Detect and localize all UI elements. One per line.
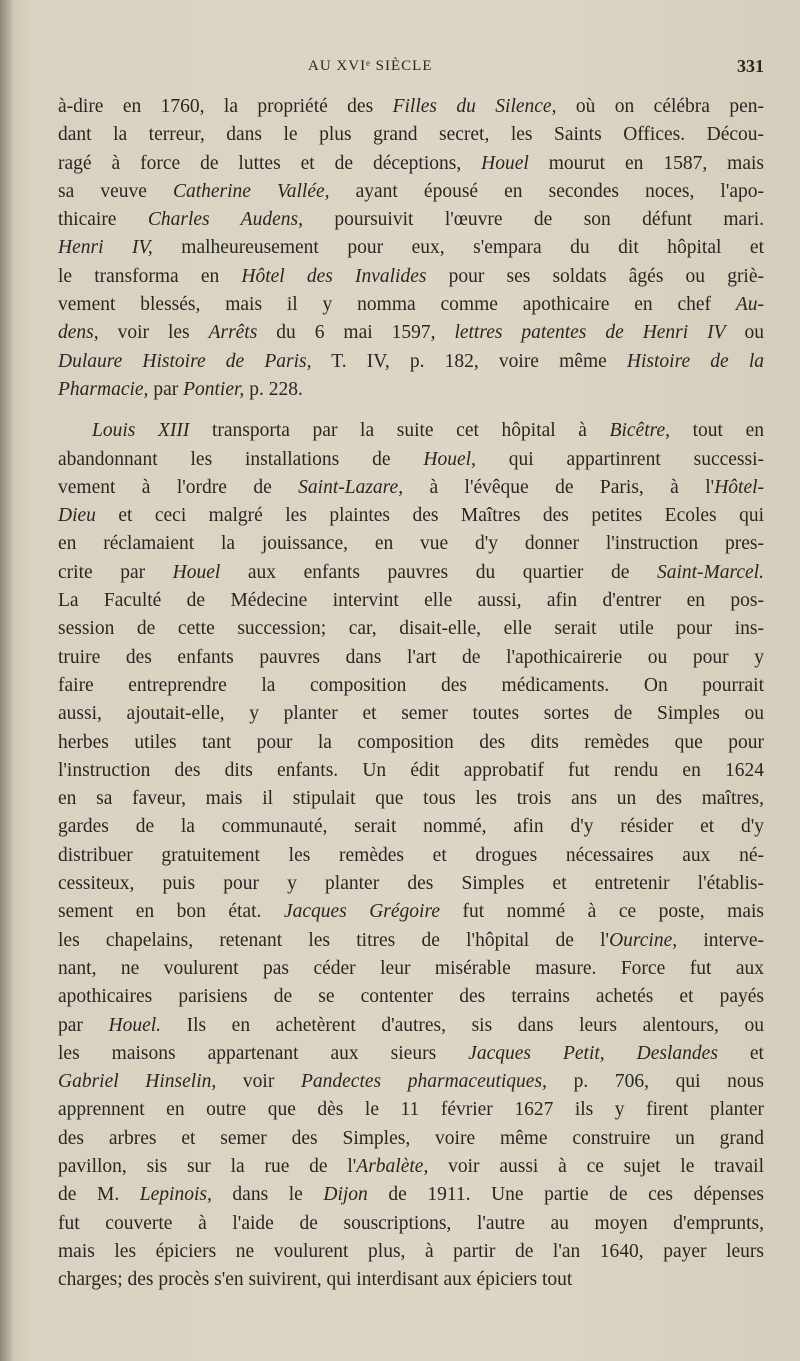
text-line: par Houel. Ils en achetèrent d'autres, sis dans leurs alentours, ou <box>58 1014 764 1036</box>
text-line: l'instruction des dits enfants. Un édit approbatif fut rendu en 1624 <box>58 759 764 781</box>
paragraph <box>58 93 764 404</box>
text-line: des arbres et semer des Simples, voire même construire un grand <box>58 1127 764 1149</box>
text-line: apothicaires parisiens de se contenter des terrains achetés et payés <box>58 986 764 1008</box>
text-line: thicaire Charles Audens, poursuivit l'œuvre de son défunt mari. <box>58 209 764 231</box>
text-line: Pharmacie, par Pontier, p. 228. <box>58 378 303 400</box>
text-line: cessiteux, puis pour y planter des Simples et entretenir l'établis- <box>58 873 764 895</box>
text-line: sa veuve Catherine Vallée, ayant épousé en secondes noces, l'apo- <box>58 180 765 202</box>
text-line: en réclamaient la jouissance, en vue d'y donner l'instruction pres- <box>58 533 764 555</box>
text-line: gardes de la communauté, serait nommé, afin d'y résider et d'y <box>58 816 764 838</box>
text-line: Gabriel Hinselin, voir Pandectes pharmaceutiques, p. 706, qui nous <box>58 1071 764 1093</box>
text-line: Dieu et ceci malgré les plaintes des Maîtres des petites Ecoles qui <box>58 505 764 527</box>
text-line: dant la terreur, dans le plus grand secret, les Saints Offices. Décou- <box>58 124 764 146</box>
text-line: vement blessés, mais il y nomma comme apothicaire en chef Au- <box>58 294 764 316</box>
text-line: Louis XIII transporta par la suite cet hôpital à Bicêtre, tout en <box>92 420 764 442</box>
text-line: pavillon, sis sur la rue de l'Arbalète, voir aussi à ce sujet le travail <box>58 1155 764 1177</box>
paragraph <box>58 417 764 1294</box>
text-line: en sa faveur, mais il stipulait que tous les trois ans un des maîtres, <box>58 788 764 810</box>
text-line: nant, ne voulurent pas céder leur misérable masure. Force fut aux <box>58 957 764 979</box>
text-line: de M. Lepinois, dans le Dijon de 1911. Une partie de ces dépenses <box>58 1184 764 1206</box>
text-line: apprennent en outre que dès le 11 février 1627 ils y firent planter <box>58 1099 764 1121</box>
text-line: les maisons appartenant aux sieurs Jacques Petit, Deslandes et <box>58 1042 764 1064</box>
page-number: 331 <box>737 56 764 76</box>
text-line: distribuer gratuitement les remèdes et drogues nécessaires aux né- <box>58 844 764 866</box>
binding-shadow <box>0 0 14 1361</box>
text-line: Henri IV, malheureusement pour eux, s'empara du dit hôpital et <box>58 237 764 259</box>
text-line: sement en bon état. Jacques Grégoire fut nommé à ce poste, mais <box>58 901 764 923</box>
text-line: crite par Houel aux enfants pauvres du quartier de Saint-Marcel. <box>58 561 764 583</box>
text-line: abandonnant les installations de Houel, qui appartinrent successi- <box>58 448 764 470</box>
text-line: La Faculté de Médecine intervint elle aussi, afin d'entrer en pos- <box>58 590 764 612</box>
text-line: fut couverte à l'aide de souscriptions, l'autre au moyen d'emprunts, <box>58 1212 764 1234</box>
text-line: à-dire en 1760, la propriété des Filles du Silence, où on célébra pen- <box>58 96 764 117</box>
text-line: vement à l'ordre de Saint-Lazare, à l'évêque de Paris, à l'Hôtel- <box>58 476 765 498</box>
text-line: Dulaure Histoire de Paris, T. IV, p. 182, voire même Histoire de la <box>58 350 764 372</box>
text-line: charges; des procès s'en suivirent, qui interdisant aux épiciers tout <box>58 1269 573 1291</box>
body-text <box>58 93 764 1294</box>
text-line: mais les épiciers ne voulurent plus, à partir de l'an 1640, payer leurs <box>58 1240 764 1262</box>
text-line: herbes utiles tant pour la composition des dits remèdes que pour <box>58 731 764 753</box>
running-head: AU XVIᵉ SIÈCLE <box>308 58 433 74</box>
text-line: ragé à force de luttes et de déceptions, Houel mourut en 1587, mais <box>58 152 764 174</box>
text-line: truire des enfants pauvres dans l'art de l'apothicairerie ou pour y <box>58 646 764 668</box>
text-line: aussi, ajoutait-elle, y planter et semer toutes sortes de Simples ou <box>58 703 764 725</box>
text-line: les chapelains, retenant les titres de l'hôpital de l'Ourcine, interve- <box>58 929 765 951</box>
paragraph-gap <box>58 404 764 417</box>
text-line: le transforma en Hôtel des Invalides pour ses soldats âgés ou griè- <box>58 265 764 287</box>
text-line: session de cette succession; car, disait-elle, elle serait utile pour ins- <box>58 618 764 640</box>
text-line: dens, voir les Arrêts du 6 mai 1597, lettres patentes de Henri IV ou <box>58 322 764 344</box>
page-header <box>58 58 764 82</box>
text-line: faire entreprendre la composition des médicaments. On pourrait <box>58 674 764 696</box>
